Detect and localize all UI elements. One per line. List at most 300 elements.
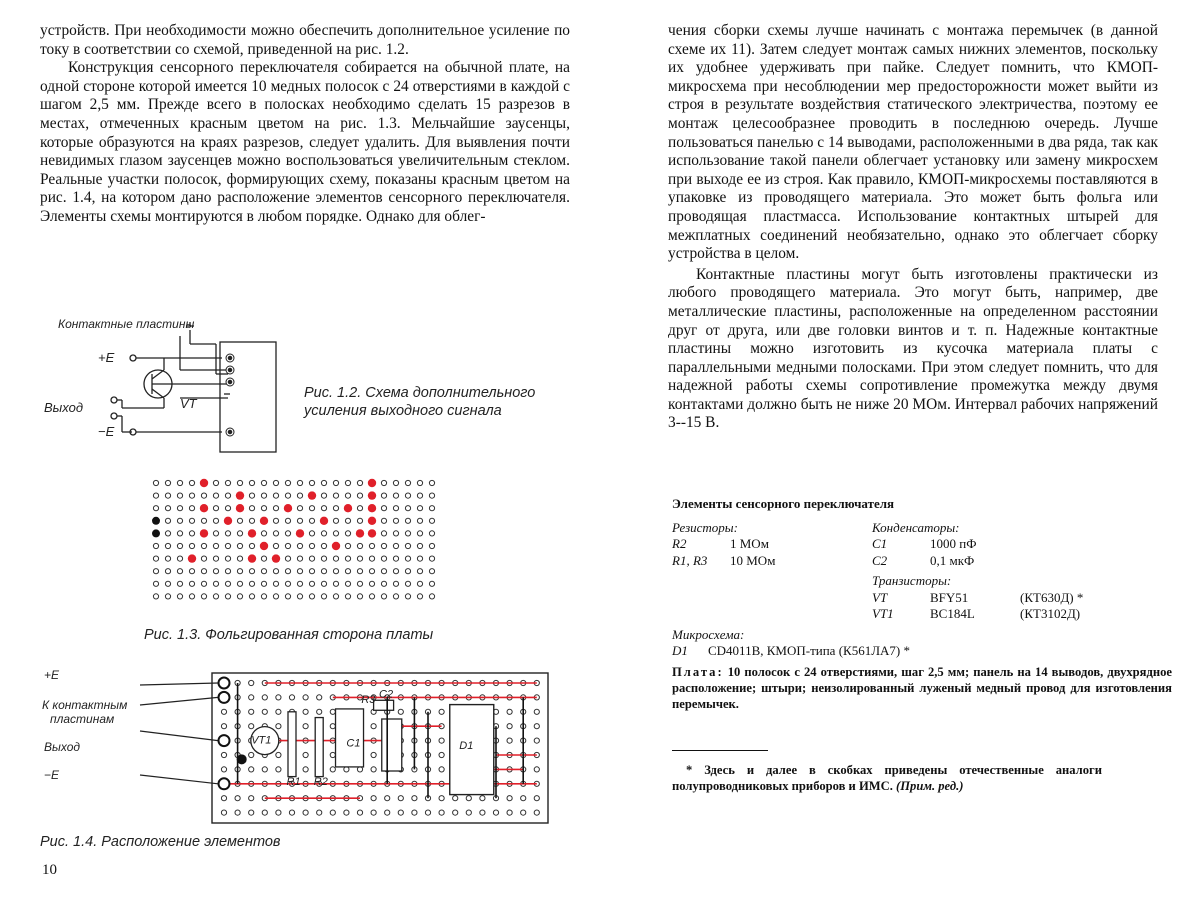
board-hole xyxy=(357,569,362,574)
board-hole xyxy=(177,493,182,498)
board-hole xyxy=(273,480,278,485)
parts-title: Элементы сенсорного переключателя xyxy=(672,496,895,511)
board-hole xyxy=(321,581,326,586)
board-hole xyxy=(417,543,422,548)
board-hole xyxy=(201,493,206,498)
board-hole xyxy=(309,556,314,561)
ic-heading: Микросхема: xyxy=(672,626,745,642)
board-hole xyxy=(221,796,226,801)
lead-pin xyxy=(219,678,230,689)
cut-mark xyxy=(248,529,256,537)
page-number: 10 xyxy=(42,862,57,878)
board-hole xyxy=(285,581,290,586)
board-hole xyxy=(261,493,266,498)
board-hole xyxy=(439,738,444,743)
left-paragraph-1: устройств. При необходимости можно обеспечить дополнительное усиление по току в соответствии со схемой, приведенной на рис. 1.2. xyxy=(40,22,570,58)
fig12-minus-e-label: −E xyxy=(98,424,115,439)
board-hole xyxy=(177,543,182,548)
board-hole xyxy=(303,752,308,757)
board-hole xyxy=(213,556,218,561)
board-hole xyxy=(345,556,350,561)
board-hole xyxy=(249,543,254,548)
board-hole xyxy=(262,810,267,815)
capacitor-ref: C1 xyxy=(872,536,888,551)
board-hole xyxy=(235,810,240,815)
board-hole xyxy=(405,480,410,485)
board-label: Плата: xyxy=(672,664,724,679)
board-hole xyxy=(225,531,230,536)
board-hole xyxy=(429,594,434,599)
c2-label: C2 xyxy=(379,688,394,701)
board-hole xyxy=(333,480,338,485)
board-hole xyxy=(381,594,386,599)
board-hole xyxy=(398,709,403,714)
board-hole xyxy=(429,518,434,523)
right-paragraph-2: Контактные пластины могут быть изготовлены практически из любого проводящего материала. Это могут быть, например, две металлические пластины, расположенные на определенном расстоянии друг от друга, или две головки винтов и т. п. Надежные контактные пластины можно изготовить из кусочка материала платы с параллельными медными полосками. При этом следует помнить, что для надежной работы схемы сопротивление промежутка между двумя контактами должно быть не ниже 20 МОм. Интервал рабочих напряжений 3--15 В. xyxy=(668,265,1158,432)
board-hole xyxy=(345,543,350,548)
board-hole xyxy=(345,518,350,523)
board-hole xyxy=(235,796,240,801)
board-hole xyxy=(213,493,218,498)
board-hole xyxy=(393,543,398,548)
board-hole xyxy=(371,724,376,729)
board-hole xyxy=(153,569,158,574)
board-hole xyxy=(249,810,254,815)
board-hole xyxy=(297,556,302,561)
board-hole xyxy=(493,810,498,815)
board-hole xyxy=(385,796,390,801)
transistor-analog: (КТ3102Д) xyxy=(1020,606,1081,621)
board-hole xyxy=(213,531,218,536)
board-hole xyxy=(333,556,338,561)
board-hole xyxy=(393,493,398,498)
board-hole xyxy=(249,594,254,599)
board-hole xyxy=(177,506,182,511)
board-hole xyxy=(213,506,218,511)
board-hole xyxy=(189,543,194,548)
board-hole xyxy=(285,480,290,485)
transistor-value: BFY51 xyxy=(930,589,969,605)
figure-1-2-caption: Рис. 1.2. Схема дополнительного усиления выходного сигнала xyxy=(304,385,536,419)
board-hole xyxy=(225,480,230,485)
board-hole xyxy=(429,543,434,548)
cut-mark xyxy=(248,554,256,562)
cut-mark xyxy=(272,554,280,562)
board-hole xyxy=(357,506,362,511)
lead-wire xyxy=(140,697,218,705)
board-hole xyxy=(381,543,386,548)
lead-wire xyxy=(140,775,218,784)
capacitor-value: 1000 пФ xyxy=(930,536,977,551)
board-hole xyxy=(201,569,206,574)
board-hole xyxy=(165,506,170,511)
cut-mark xyxy=(200,529,208,537)
board-hole xyxy=(297,518,302,523)
board-hole xyxy=(309,518,314,523)
board-hole xyxy=(417,531,422,536)
board-hole xyxy=(381,506,386,511)
board-hole xyxy=(285,594,290,599)
board-hole xyxy=(237,581,242,586)
board-hole xyxy=(321,543,326,548)
board-hole xyxy=(534,796,539,801)
board-hole xyxy=(309,531,314,536)
board-hole xyxy=(466,810,471,815)
board-hole xyxy=(153,543,158,548)
lead-pin xyxy=(219,778,230,789)
board-hole xyxy=(262,695,267,700)
board-hole xyxy=(285,543,290,548)
board-hole xyxy=(429,531,434,536)
board-hole xyxy=(153,594,158,599)
cut-mark xyxy=(188,554,196,562)
board-hole xyxy=(153,493,158,498)
board-hole xyxy=(385,810,390,815)
board-hole xyxy=(189,531,194,536)
board-hole xyxy=(165,480,170,485)
board-hole xyxy=(273,581,278,586)
vt1-label: VT1 xyxy=(251,734,272,747)
left-column xyxy=(40,22,570,227)
board-hole xyxy=(261,531,266,536)
board-hole xyxy=(507,724,512,729)
board-hole xyxy=(381,556,386,561)
board-hole xyxy=(303,695,308,700)
board-hole xyxy=(521,796,526,801)
resistor-value: 1 МОм xyxy=(730,536,769,551)
board-hole xyxy=(417,556,422,561)
board-hole xyxy=(321,569,326,574)
board-hole xyxy=(309,581,314,586)
board-hole xyxy=(213,594,218,599)
capacitor-c2 xyxy=(382,719,402,771)
board-hole xyxy=(165,543,170,548)
board-hole xyxy=(321,480,326,485)
board-hole xyxy=(357,518,362,523)
board-hole xyxy=(165,556,170,561)
board-hole xyxy=(371,810,376,815)
board-hole xyxy=(201,518,206,523)
board-hole xyxy=(189,569,194,574)
board-hole xyxy=(534,738,539,743)
ic-value: CD4011B, КМОП-типа (К561ЛА7) * xyxy=(708,643,910,658)
board-hole xyxy=(369,581,374,586)
board-hole xyxy=(534,724,539,729)
lead-wire xyxy=(140,731,218,741)
board-hole xyxy=(285,531,290,536)
board-hole xyxy=(357,556,362,561)
board-hole xyxy=(201,543,206,548)
board-hole xyxy=(412,796,417,801)
board-hole xyxy=(345,493,350,498)
board-hole xyxy=(398,810,403,815)
board-hole xyxy=(221,752,226,757)
board-text: 10 полосок с 24 отверстиями, шаг 2,5 мм; панель на 14 выводов, двухрядное расположение; штыри; неизолированный луженый медный провод для изготовления перемычек. xyxy=(672,664,1172,711)
board-hole xyxy=(439,709,444,714)
board-hole xyxy=(405,556,410,561)
board-hole xyxy=(213,569,218,574)
board-hole xyxy=(466,796,471,801)
board-hole xyxy=(405,594,410,599)
parts-list xyxy=(672,496,1172,712)
board-hole xyxy=(261,556,266,561)
board-hole xyxy=(333,569,338,574)
board-hole xyxy=(371,767,376,772)
board-hole xyxy=(330,709,335,714)
parts-table-1 xyxy=(672,520,1093,623)
r3-label: R3 xyxy=(361,694,376,707)
board-hole xyxy=(357,767,362,772)
board-hole xyxy=(309,506,314,511)
board-hole xyxy=(213,543,218,548)
board-hole xyxy=(189,594,194,599)
board-hole xyxy=(249,493,254,498)
cut-mark xyxy=(260,517,268,525)
resistor-value: 10 МОм xyxy=(730,552,776,568)
resistor xyxy=(288,712,296,777)
board-hole xyxy=(429,480,434,485)
board-hole xyxy=(201,556,206,561)
lead-wire xyxy=(140,683,218,685)
board-hole xyxy=(425,810,430,815)
board-hole xyxy=(177,518,182,523)
footnote xyxy=(672,762,1102,794)
fig12-plates-label: Контактные пластины xyxy=(58,317,195,331)
board-hole xyxy=(345,569,350,574)
board-hole xyxy=(225,543,230,548)
board-hole xyxy=(393,594,398,599)
board-hole xyxy=(429,581,434,586)
board-hole xyxy=(405,543,410,548)
cut-mark xyxy=(200,479,208,487)
board-hole xyxy=(273,594,278,599)
board-hole xyxy=(393,581,398,586)
board-hole xyxy=(249,581,254,586)
board-hole xyxy=(417,493,422,498)
board-hole xyxy=(273,506,278,511)
board-hole xyxy=(429,569,434,574)
board-hole xyxy=(521,810,526,815)
cut-mark xyxy=(368,529,376,537)
board-hole xyxy=(249,767,254,772)
r1-label: R1 xyxy=(286,776,301,789)
board-hole xyxy=(225,556,230,561)
board-hole xyxy=(357,810,362,815)
board-hole xyxy=(345,531,350,536)
board-hole xyxy=(249,796,254,801)
cut-mark xyxy=(236,504,244,512)
board-hole xyxy=(405,518,410,523)
board-hole xyxy=(297,569,302,574)
cut-mark xyxy=(368,504,376,512)
board-hole xyxy=(534,810,539,815)
board-hole xyxy=(213,518,218,523)
board-hole xyxy=(165,594,170,599)
board-hole xyxy=(381,531,386,536)
board-hole xyxy=(285,569,290,574)
ic-ref: D1 xyxy=(672,643,688,658)
board-hole xyxy=(439,767,444,772)
board-hole xyxy=(345,480,350,485)
board-hole xyxy=(189,506,194,511)
cut-mark xyxy=(368,491,376,499)
cut-mark xyxy=(368,517,376,525)
board-hole xyxy=(201,594,206,599)
cut-mark xyxy=(284,504,292,512)
board-hole xyxy=(369,594,374,599)
board-hole xyxy=(285,493,290,498)
board-hole xyxy=(221,724,226,729)
cut-mark xyxy=(224,517,232,525)
board-hole xyxy=(369,569,374,574)
board-hole xyxy=(381,518,386,523)
board-hole xyxy=(333,506,338,511)
board-hole xyxy=(309,480,314,485)
board-hole xyxy=(237,543,242,548)
c1-label: C1 xyxy=(346,737,361,750)
board-hole xyxy=(333,581,338,586)
board-hole xyxy=(261,506,266,511)
board-hole xyxy=(333,493,338,498)
fig14-minus-e-label: −E xyxy=(44,768,60,782)
board-hole xyxy=(189,480,194,485)
d1-label: D1 xyxy=(459,740,474,753)
board-hole xyxy=(480,796,485,801)
board-hole xyxy=(249,724,254,729)
board-hole xyxy=(345,594,350,599)
board-hole xyxy=(393,531,398,536)
figure-1-3-foil-board xyxy=(146,474,446,610)
board-hole xyxy=(273,569,278,574)
board-hole xyxy=(439,752,444,757)
board-hole xyxy=(177,594,182,599)
board-hole xyxy=(221,767,226,772)
board-hole xyxy=(507,709,512,714)
cut-mark xyxy=(236,491,244,499)
board-hole xyxy=(357,493,362,498)
board-hole xyxy=(189,581,194,586)
board-hole xyxy=(345,581,350,586)
resistor xyxy=(374,700,394,710)
left-paragraph-2: Конструкция сенсорного переключателя собирается на обычной плате, на одной стороне которой имеется 10 медных полосок с 24 отверстиями в каждой с шагом 2,5 мм. Прежде всего в полосках необходимо сделать 15 разрезов в местах, отмеченных красным цветом на рис. 1.3. Мельчайшие заусенцы, которые образуются на краях разрезов, следует удалить. Для выявления почти невидимых глазом заусенцев можно воспользоваться увеличительным стеклом. Реальные участки полосок, формирующих схему, показаны красным цветом на рис. 1.4, на котором дано расположение элементов сенсорного переключателя. Элементы схемы монтируются в любом порядке. Однако для облег- xyxy=(40,59,570,225)
board-hole xyxy=(321,493,326,498)
board-hole xyxy=(303,767,308,772)
board-hole xyxy=(405,531,410,536)
board-hole xyxy=(303,810,308,815)
board-hole xyxy=(273,518,278,523)
board-hole xyxy=(309,594,314,599)
pin-mark xyxy=(152,529,160,537)
board-hole xyxy=(289,695,294,700)
board-hole xyxy=(357,594,362,599)
board-hole xyxy=(534,709,539,714)
board-hole xyxy=(344,810,349,815)
board-hole xyxy=(330,724,335,729)
board-hole xyxy=(417,480,422,485)
board-hole xyxy=(412,810,417,815)
board-hole xyxy=(261,581,266,586)
board-hole xyxy=(249,506,254,511)
board-hole xyxy=(333,594,338,599)
resistor xyxy=(315,718,323,777)
fig12-plus-e-label: +E xyxy=(98,350,115,365)
pin-mark xyxy=(152,517,160,525)
board-hole xyxy=(357,543,362,548)
board-hole xyxy=(429,556,434,561)
board-hole xyxy=(480,810,485,815)
board-hole xyxy=(297,581,302,586)
fig14-plus-e-label: +E xyxy=(44,668,60,682)
cut-mark xyxy=(296,529,304,537)
board-hole xyxy=(189,518,194,523)
board-hole xyxy=(330,767,335,772)
capacitors-heading: Конденсаторы: xyxy=(872,519,960,535)
board-hole xyxy=(289,810,294,815)
transistor-value: BC184L xyxy=(930,606,975,621)
board-hole xyxy=(393,480,398,485)
board-hole xyxy=(249,518,254,523)
board-hole xyxy=(165,518,170,523)
lead-pin xyxy=(219,692,230,703)
fig12-output-label: Выход xyxy=(44,400,84,415)
footnote-rule xyxy=(672,750,768,751)
board-hole xyxy=(381,581,386,586)
board-hole xyxy=(405,506,410,511)
board-hole xyxy=(453,810,458,815)
cut-mark xyxy=(260,542,268,550)
fig14-contacts-label-2: пластинам xyxy=(50,712,115,726)
board-hole xyxy=(344,767,349,772)
board-hole xyxy=(273,493,278,498)
board-hole xyxy=(333,518,338,523)
board-hole xyxy=(321,556,326,561)
board-hole xyxy=(393,569,398,574)
board-hole xyxy=(317,810,322,815)
board-hole xyxy=(153,480,158,485)
board-hole xyxy=(381,493,386,498)
board-hole xyxy=(225,594,230,599)
board-hole xyxy=(276,810,281,815)
board-hole xyxy=(276,709,281,714)
board-hole xyxy=(225,569,230,574)
board-hole xyxy=(213,581,218,586)
board-hole xyxy=(317,709,322,714)
board-hole xyxy=(276,767,281,772)
board-hole xyxy=(276,724,281,729)
board-hole xyxy=(405,581,410,586)
board-hole xyxy=(369,543,374,548)
lead-pin xyxy=(219,735,230,746)
capacitor-value: 0,1 мкФ xyxy=(930,552,975,568)
board-hole xyxy=(381,480,386,485)
board-hole xyxy=(321,531,326,536)
board-hole xyxy=(249,680,254,685)
board-hole xyxy=(177,531,182,536)
board-hole xyxy=(393,518,398,523)
board-hole xyxy=(225,493,230,498)
board-hole xyxy=(369,556,374,561)
board-hole xyxy=(273,543,278,548)
board-hole xyxy=(371,752,376,757)
board-hole xyxy=(297,594,302,599)
board-hole xyxy=(261,569,266,574)
board-hole xyxy=(297,480,302,485)
board-hole xyxy=(439,796,444,801)
board-hole xyxy=(309,569,314,574)
cut-mark xyxy=(344,504,352,512)
cut-mark xyxy=(332,542,340,550)
board-hole xyxy=(507,796,512,801)
